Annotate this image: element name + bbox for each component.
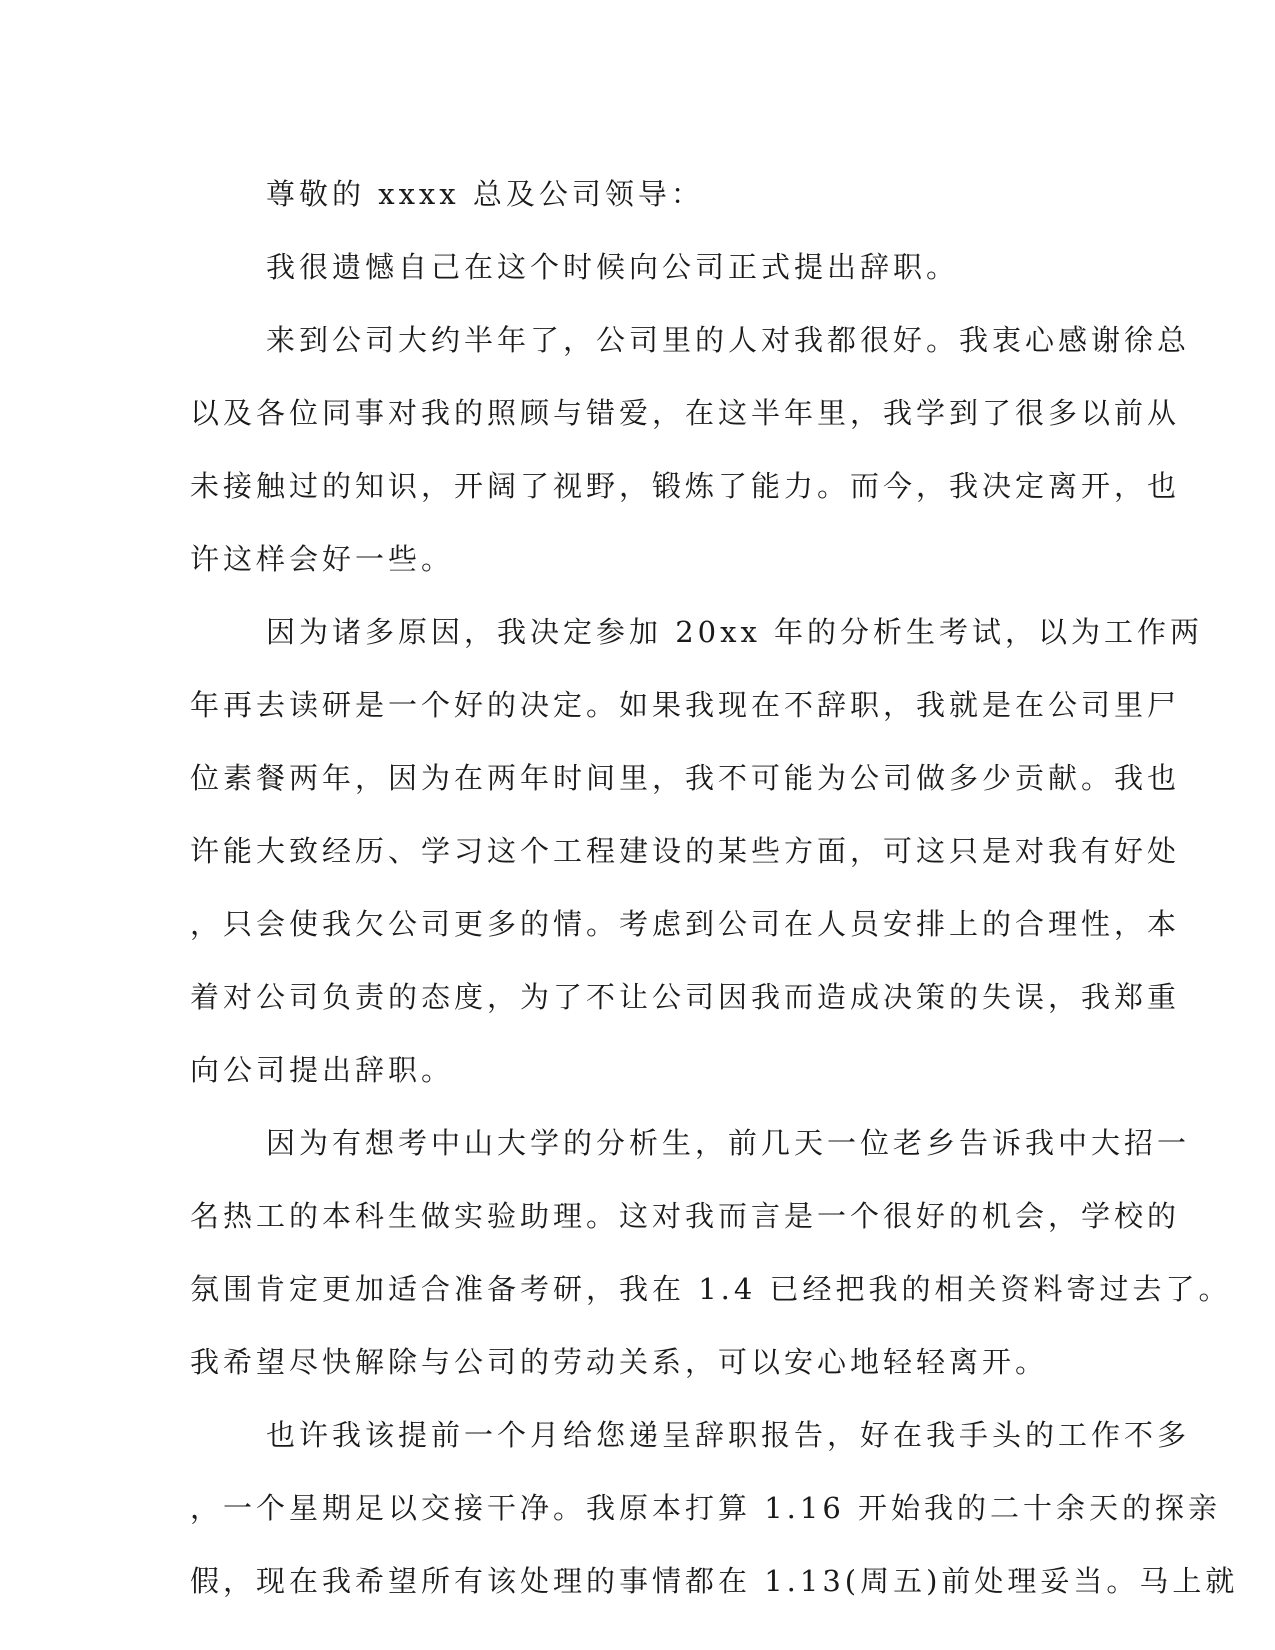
paragraph-line: 假，现在我希望所有该处理的事情都在 1.13(周五)前处理妥当。马上就 xyxy=(190,1564,1239,1598)
paragraph-line: 许能大致经历、学习这个工程建设的某些方面，可这只是对我有好处 xyxy=(190,834,1181,868)
paragraph-spacer xyxy=(190,1172,1070,1187)
paragraph-spacer xyxy=(190,807,1070,822)
paragraph-spacer xyxy=(190,1318,1070,1333)
paragraph-line: 氛围肯定更加适合准备考研，我在 1.4 已经把我的相关资料寄过去了。 xyxy=(190,1272,1232,1306)
paragraph-line: ，只会使我欠公司更多的情。考虑到公司在人员安排上的合理性，本 xyxy=(190,907,1181,941)
paragraph-line: 我很遗憾自己在这个时候向公司正式提出辞职。 xyxy=(266,250,960,284)
paragraph-line: 许这样会好一些。 xyxy=(190,542,455,576)
paragraph-spacer xyxy=(190,1245,1070,1260)
letter-body xyxy=(190,165,1239,1610)
paragraph-spacer xyxy=(190,661,1070,676)
paragraph-line: 名热工的本科生做实验助理。这对我而言是一个很好的机会，学校的 xyxy=(190,1199,1181,1233)
paragraph-line: 位素餐两年，因为在两年时间里，我不可能为公司做多少贡献。我也 xyxy=(190,761,1181,795)
paragraph-spacer xyxy=(190,880,1070,895)
paragraph-spacer xyxy=(190,296,1070,311)
paragraph-spacer xyxy=(190,953,1070,968)
paragraph-spacer xyxy=(190,1026,1070,1041)
paragraph-line: 我希望尽快解除与公司的劳动关系，可以安心地轻轻离开。 xyxy=(190,1345,1049,1379)
paragraph-line: 因为诸多原因，我决定参加 20xx 年的分析生考试，以为工作两 xyxy=(266,615,1204,649)
paragraph-spacer xyxy=(190,1099,1070,1114)
paragraph-line: 向公司提出辞职。 xyxy=(190,1053,455,1087)
paragraph-line: 因为有想考中山大学的分析生，前几天一位老乡告诉我中大招一 xyxy=(266,1126,1191,1160)
paragraph-spacer xyxy=(190,1391,1070,1406)
paragraph-spacer xyxy=(190,442,1070,457)
paragraph-line: 也许我该提前一个月给您递呈辞职报告，好在我手头的工作不多 xyxy=(266,1418,1191,1452)
paragraph-line: 年再去读研是一个好的决定。如果我现在不辞职，我就是在公司里尸 xyxy=(190,688,1181,722)
paragraph-spacer xyxy=(190,734,1070,749)
paragraph-spacer xyxy=(190,369,1070,384)
paragraph-line: 着对公司负责的态度，为了不让公司因我而造成决策的失误，我郑重 xyxy=(190,980,1181,1014)
paragraph-line: 未接触过的知识，开阔了视野，锻炼了能力。而今，我决定离开，也 xyxy=(190,469,1181,503)
paragraph-spacer xyxy=(190,1537,1070,1552)
paragraph-line: 以及各位同事对我的照顾与错爱，在这半年里，我学到了很多以前从 xyxy=(190,396,1181,430)
paragraph-line: 来到公司大约半年了，公司里的人对我都很好。我衷心感谢徐总 xyxy=(266,323,1191,357)
paragraph-spacer xyxy=(190,1464,1070,1479)
paragraph-spacer xyxy=(190,515,1070,530)
paragraph-spacer xyxy=(190,223,1070,238)
greeting-line: 尊敬的 xxxx 总及公司领导： xyxy=(266,177,704,211)
paragraph-spacer xyxy=(190,588,1070,603)
paragraph-line: ，一个星期足以交接干净。我原本打算 1.16 开始我的二十余天的探亲 xyxy=(190,1491,1222,1525)
